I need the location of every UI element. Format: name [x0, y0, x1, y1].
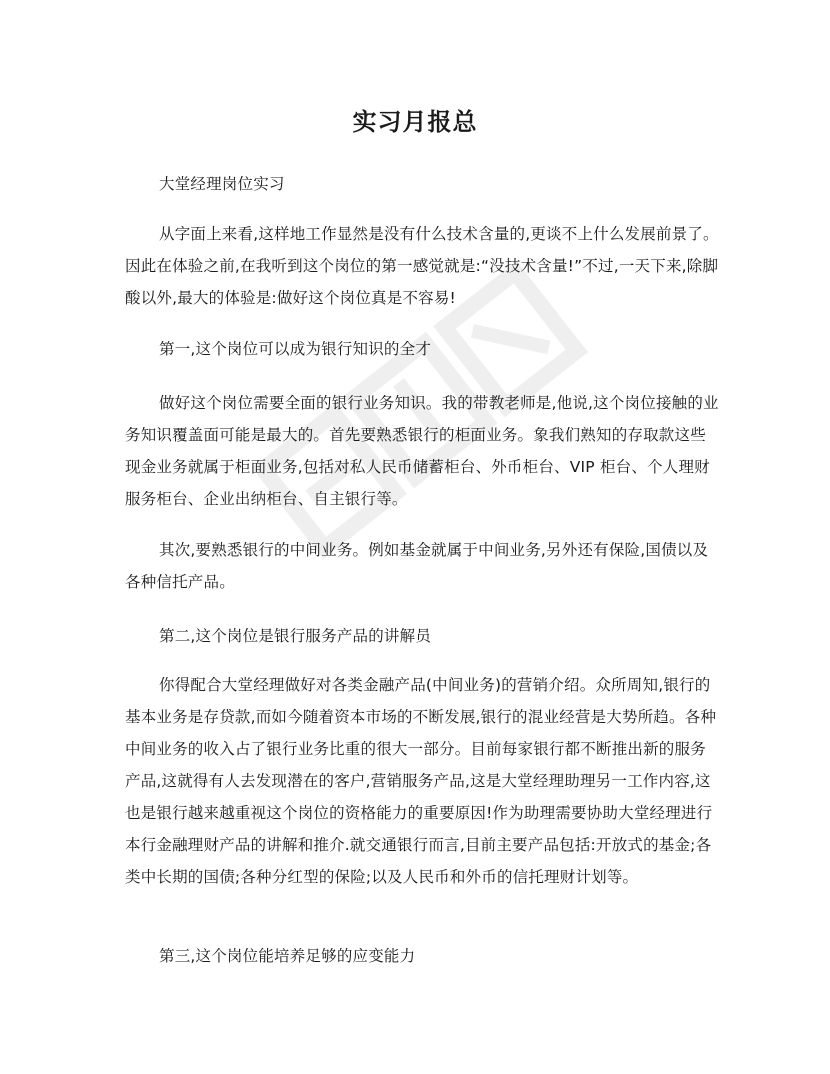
section-heading: 大堂经理岗位实习 — [159, 175, 285, 193]
paragraph: 你得配合大堂经理做好对各类金融产品(中间业务)的营销介绍。众所周知,银行的基本业务是存贷款,而如今随着资本市场的不断发展,银行的混业经营是大势所趋。各种中间业务的收入占了银行业务比重的很大一部分。目前每家银行都不断推出新的服务产品,这就得有人去发现潜在的客户,营销服务产品,这是大堂经理助理另一工作内容,这也是银行越来越重视这个岗位的资格能力的重要原因!作为助理需要协助大堂经理进行本行金融理财产品的讲解和推介.就交通银行而言,目前主要产品包括:开放式的基金;各类中长期的国债;各种分红型的保险;以及人民币和外币的信托理财计划等。 — [125, 676, 717, 886]
section-heading: 第三,这个岗位能培养足够的应变能力 — [159, 947, 416, 965]
page-title: 实习月报总 — [352, 108, 478, 136]
paragraph: 做好这个岗位需要全面的银行业务知识。我的带教老师是,他说,这个岗位接触的业务知识覆盖面可能是最大的。首先要熟悉银行的柜面业务。象我们熟知的存取款这些现金业务就属于柜面业务,包括对私人民币储蓄柜台、外币柜台、VIP 柜台、个人理财服务柜台、企业出纳柜台、自主银行等。 — [125, 394, 719, 508]
section-heading: 第一,这个岗位可以成为银行知识的全才 — [159, 340, 432, 358]
paragraph: 其次,要熟悉银行的中间业务。例如基金就属于中间业务,另外还有保险,国债以及各种信托产品。 — [125, 541, 709, 591]
paragraph: 从字面上来看,这样地工作显然是没有什么技术含量的,更谈不上什么发展前景了。因此在体验之前,在我听到这个岗位的第一感觉就是:“没技术含量!”不过,一天下来,除脚酸以外,最大的体验是:做好这个岗位真是不容易! — [125, 225, 719, 307]
section-heading: 第二,这个岗位是银行服务产品的讲解员 — [159, 627, 432, 645]
